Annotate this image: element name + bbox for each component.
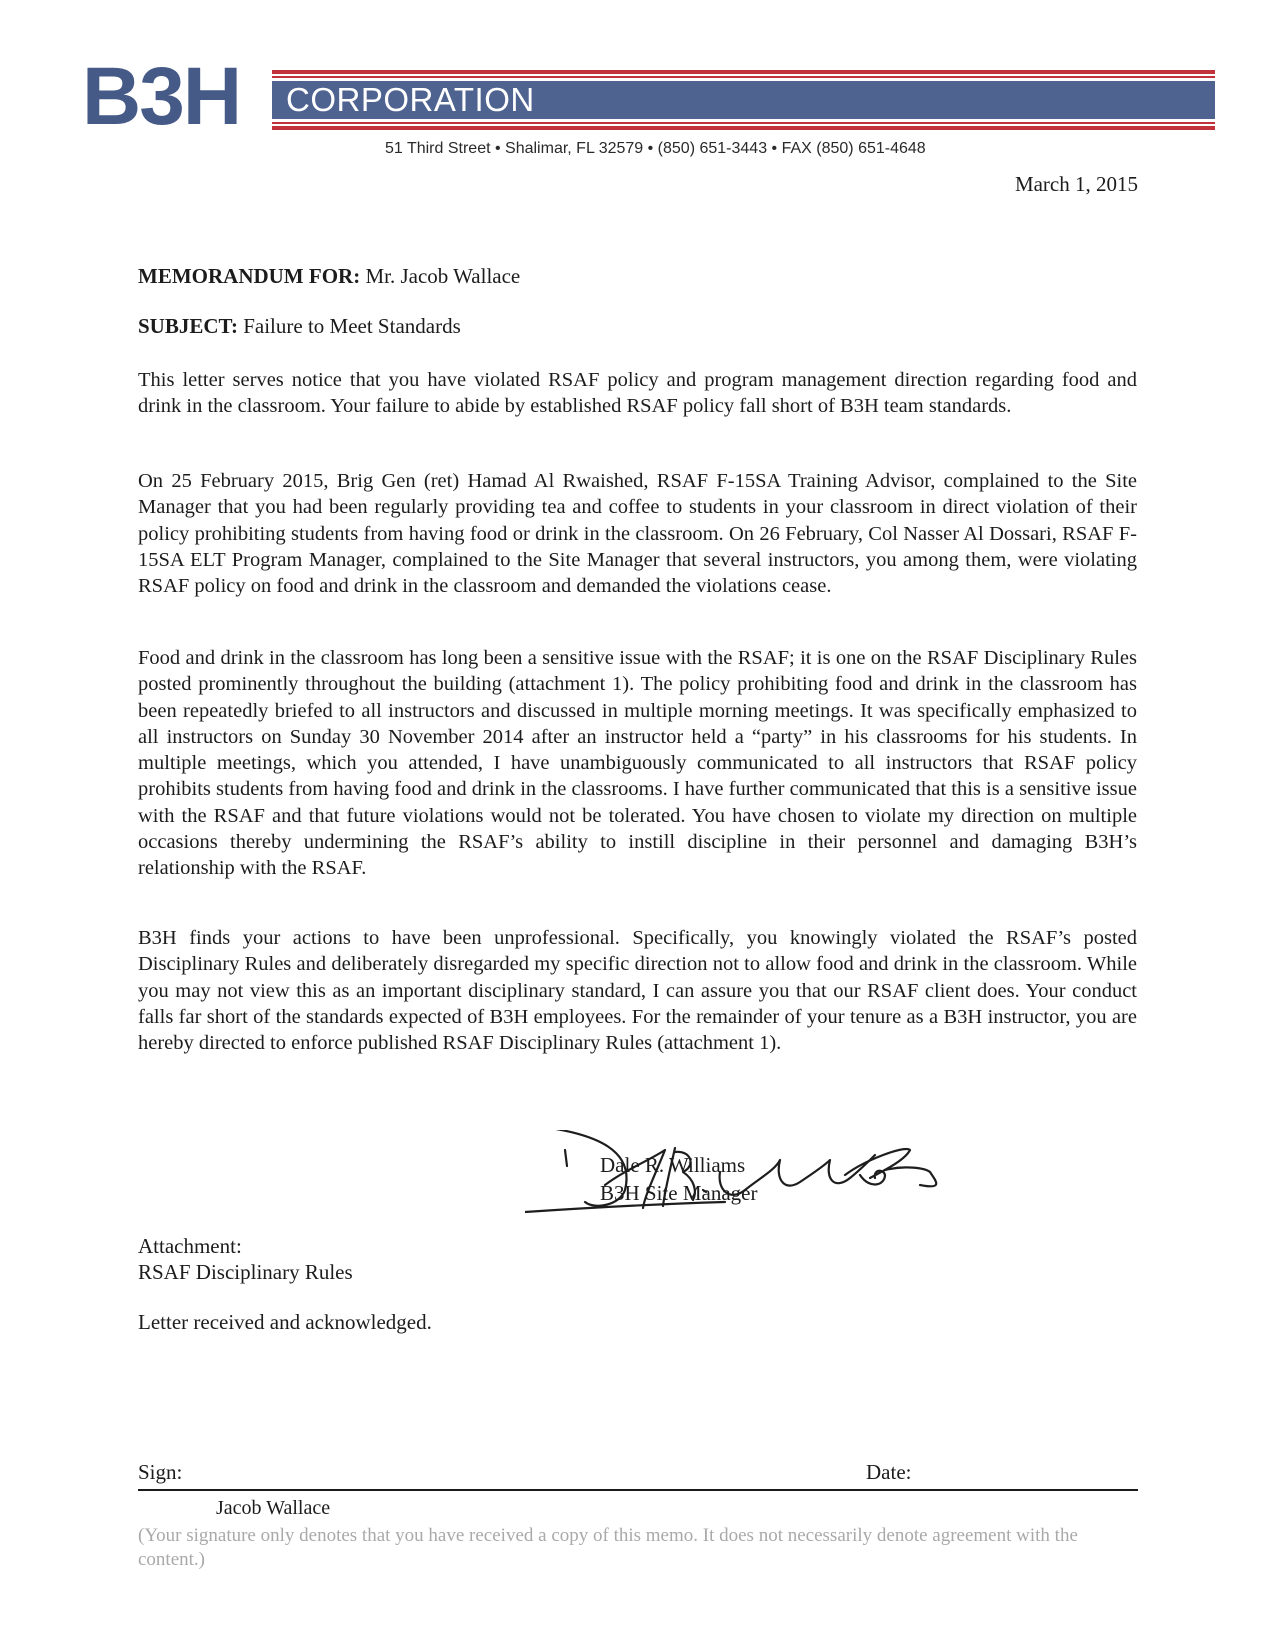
attachment-label: Attachment:: [138, 1234, 242, 1258]
acknowledgement-text: Letter received and acknowledged.: [138, 1310, 432, 1334]
memo-subject-label: SUBJECT:: [138, 314, 238, 338]
date-label: Date:: [866, 1460, 912, 1484]
memo-date: March 1, 2015: [1014, 172, 1138, 196]
paragraph-4: B3H finds your actions to have been unprofessional. Specifically, you knowingly violated the RSAF’s posted Disciplinary Rules and deliberately disregarded my specific direction not to allow food and drink in the classroom. While you may not view this as an important disciplinary standard, I can assure you that our RSAF client does. Your conduct falls far short of the standards expected of B3H employees. For the remainder of your tenure as a B3H instructor, you are hereby directed to enforce published RSAF Disciplinary Rules (attachment 1).: [138, 927, 1137, 1055]
signature-stroke: [565, 1150, 567, 1166]
letterhead-banner: [272, 70, 1215, 140]
paragraph-2: On 25 February 2015, Brig Gen (ret) Hamad Al Rwaished, RSAF F-15SA Training Advisor, complained to the Site Manager that you had been regularly providing tea and coffee to students in your classroom in direct violation of their policy prohibiting students from having food or drink in the classroom. On 26 February, Col Nasser Al Dossari, RSAF F-15SA ELT Program Manager, complained to the Site Manager that several instructors, you among them, were violating RSAF policy on food and drink in the classroom and demanded the violations cease.: [138, 470, 1137, 598]
handwritten-signature: [525, 1130, 965, 1230]
signature-line: [138, 1489, 1138, 1491]
signature-stroke: [885, 1167, 936, 1186]
company-address: 51 Third Street • Shalimar, FL 32579 • (850) 651-3443 • FAX (850) 651-4648: [385, 140, 926, 157]
signer-name: Dale R. Williams: [600, 1153, 746, 1177]
memo-for-label: MEMORANDUM FOR:: [138, 264, 361, 288]
signature-disclaimer: (Your signature only denotes that you have received a copy of this memo. It does not necessarily denote agreement with the content.): [138, 1525, 1078, 1570]
memo-subject: Failure to Meet Standards: [243, 314, 461, 338]
banner-title: CORPORATION: [286, 81, 535, 118]
attachment-item: RSAF Disciplinary Rules: [138, 1260, 353, 1284]
memo-subject-line: [138, 314, 461, 339]
signer-title: B3H Site Manager: [600, 1181, 758, 1205]
paragraph-3: Food and drink in the classroom has long been a sensitive issue with the RSAF; it is one on the RSAF Disciplinary Rules posted prominently throughout the building (attachment 1). The policy prohibiting food and drink in the classroom has been repeatedly briefed to all instructors and discussed in multiple morning meetings. It was specifically emphasized to all instructors on Sunday 30 November 2014 after an instructor held a “party” in his classrooms for his students. In multiple meetings, which you attended, I have unambiguously communicated to all instructors that RSAF policy prohibits students from having food and drink in the classrooms. I have further communicated that this is a sensitive issue with the RSAF and that future violations would not be tolerated. You have chosen to violate my direction on multiple occasions thereby undermining the RSAF’s ability to instill discipline in their personnel and damaging B3H’s relationship with the RSAF.: [138, 647, 1137, 880]
sign-label: Sign:: [138, 1460, 183, 1484]
memo-for-line: [138, 264, 520, 289]
company-logo: B3H: [82, 51, 241, 142]
banner-bottom-stripe: [272, 126, 1215, 130]
paragraph-1: This letter serves notice that you have violated RSAF policy and program management direction regarding food and drink in the classroom. Your failure to abide by established RSAF policy fall short of B3H team standards.: [138, 369, 1137, 418]
memo-recipient: Mr. Jacob Wallace: [365, 264, 521, 288]
receiver-name: Jacob Wallace: [216, 1497, 331, 1519]
banner-top-thin-stripe: [272, 76, 1215, 78]
banner-top-stripe: [272, 70, 1215, 74]
banner-bottom-thin-stripe: [272, 122, 1215, 124]
